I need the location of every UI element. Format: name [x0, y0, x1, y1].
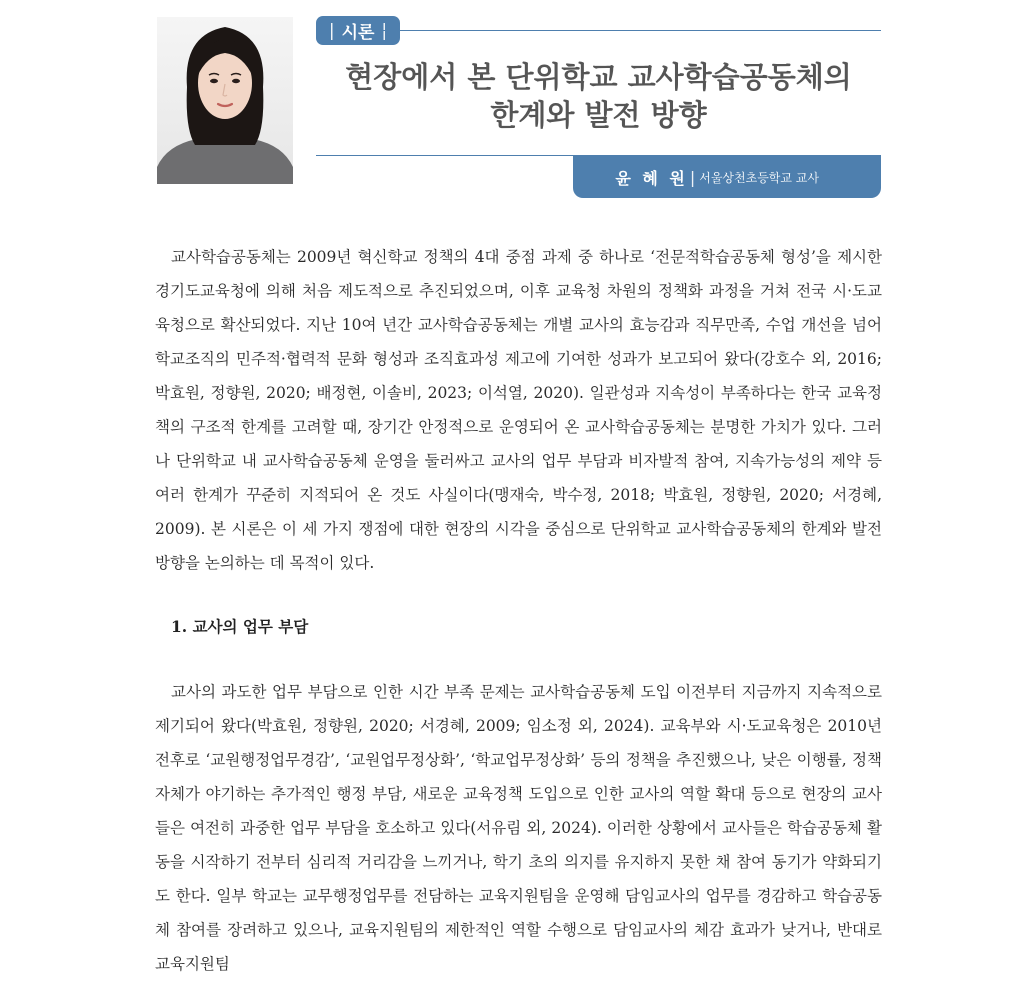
author-photo [157, 17, 293, 184]
article-title [316, 58, 881, 134]
author-separator: | [689, 167, 696, 187]
article-title-line-2: 한계와 발전 방향 [490, 98, 707, 132]
author-portrait-image [157, 17, 293, 184]
section-heading-1: 1. 교사의 업무 부담 [171, 617, 309, 636]
category-tag-left-bar: | [328, 20, 335, 41]
body-paragraph-1: 교사학습공동체는 2009년 혁신학교 정책의 4대 중점 과제 중 하나로 ‘전문적학습공동체 형성’을 제시한 경기도교육청에 의해 처음 제도적으로 추진되었으며, 이후 교육청 차원의 정책화 과정을 거쳐 전국 시·도교육청으로 확산되었다. 지난 10여 년간 교사학습공동체는 개별 교사의 효능감과 직무만족, 수업 개선을 넘어 학교조직의 민주적·협력적 문화 형성과 조직효과성 제고에 기여한 성과가 보고되어 왔다(강호수 외, 2016; 박효원, 정향원, 2020; 배정현, 이솔비, 2023; 이석열, 2020). 일관성과 지속성이 부족하다는 한국 교육정책의 구조적 한계를 고려할 때, 장기간 안정적으로 운영되어 온 교사학습공동체는 분명한 가치가 있다. 그러나 단위학교 내 교사학습공동체 운영을 둘러싸고 교사의 업무 부담과 비자발적 참여, 지속가능성의 제약 등 여러 한계가 꾸준히 지적되어 온 것도 사실이다(맹재숙, 박수정, 2018; 박효원, 정향원, 2020; 서경혜, 2009). 본 시론은 이 세 가지 쟁점에 대한 현장의 시각을 중심으로 단위학교 교사학습공동체의 한계와 발전 방향을 논의하는 데 목적이 있다. [155, 248, 882, 572]
author-affiliation: 서울상천초등학교 교사 [699, 170, 819, 185]
header-top-rule [378, 30, 881, 31]
author-name: 윤 혜 원 [615, 168, 688, 188]
author-box [573, 156, 881, 198]
body-paragraph-2: 교사의 과도한 업무 부담으로 인한 시간 부족 문제는 교사학습공동체 도입 이전부터 지금까지 지속적으로 제기되어 왔다(박효원, 정향원, 2020; 서경혜, 2009; 임소정 외, 2024). 교육부와 시·도교육청은 2010년 전후로 ‘교원행정업무경감’, ‘교원업무정상화’, ‘학교업무정상화’ 등의 정책을 추진했으나, 낮은 이행률, 정책 자체가 야기하는 추가적인 행정 부담, 새로운 교육정책 도입으로 인한 교사의 역할 확대 등으로 현장의 교사들은 여전히 과중한 업무 부담을 호소하고 있다(서유림 외, 2024). 이러한 상황에서 교사들은 학습공동체 활동을 시작하기 전부터 심리적 거리감을 느끼거나, 학기 초의 의지를 유지하지 못한 채 참여 동기가 약화되기도 한다. 일부 학교는 교무행정업무를 전담하는 교육지원팀을 운영해 담임교사의 업무를 경감하고 학습공동체 참여를 장려하고 있으나, 교육지원팀의 제한적인 역할 수행으로 담임교사의 체감 효과가 낮거나, 반대로 교육지원팀 [155, 683, 882, 973]
article-title-line-1: 현장에서 본 단위학교 교사학습공동체의 [345, 60, 852, 94]
article-body [155, 240, 882, 981]
category-label: 시론 [341, 23, 375, 43]
